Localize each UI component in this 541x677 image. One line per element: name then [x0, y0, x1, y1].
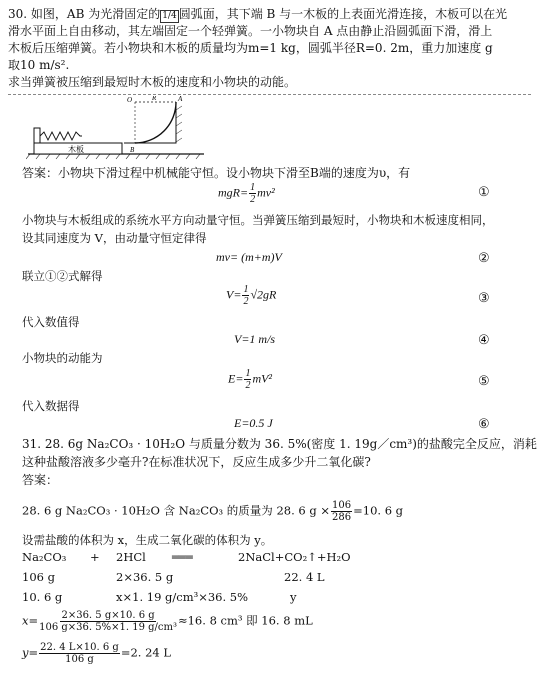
board-stop	[34, 128, 40, 143]
eq3-num: 1	[243, 284, 249, 295]
eq1-frac	[249, 182, 256, 205]
y-den: 106 g	[65, 654, 94, 665]
y-right: =2. 24 L	[120, 645, 172, 660]
row1-c: 22. 4 L	[284, 570, 325, 584]
y-num: 22. 4 L×10. 6 g	[40, 642, 119, 653]
eq5-number: ⑤	[478, 373, 490, 388]
eq1-right: mv²	[257, 185, 275, 200]
eq2-number: ②	[478, 250, 490, 265]
eq1-left: mgR=	[218, 185, 249, 200]
arc-hatch	[176, 106, 182, 142]
q30-line5: 求当弹簧被压缩到最短时木板的速度和小物块的动能。	[8, 75, 297, 89]
label-A: A	[178, 96, 183, 103]
reaction-reactant-a: Na₂CO₃	[22, 550, 67, 564]
row2-c: y	[290, 590, 297, 604]
reaction-reactant-b: 2HCl	[116, 550, 146, 564]
eq1-number: ①	[478, 184, 490, 199]
ans31-row2: 设需盐酸的体积为 x，生成二氧化碳的体积为 y。	[22, 533, 273, 547]
eq5-frac	[244, 368, 251, 391]
eq3-den: 2	[243, 296, 249, 307]
q31-line2: 这种盐酸溶液多少毫升?在标准状况下，反应生成多少升二氧化碳?	[22, 455, 371, 469]
row1-a: 106 g	[22, 570, 55, 584]
x-den: 106 g×36. 5%×1. 19 g/cm³	[39, 622, 177, 633]
y-frac	[39, 642, 120, 665]
eq3	[226, 284, 276, 307]
ans30-p6: 小物块的动能为	[22, 351, 103, 365]
q31-answer-label: 答案：	[22, 473, 59, 487]
q30-line2: 滑水平面上自由移动，其左端固定一个轻弹簧。一小物块自 A 点由静止沿圆弧面下滑，滑上	[8, 24, 493, 38]
x-frac	[39, 610, 177, 633]
eq1-num: 1	[250, 182, 256, 193]
label-board: 木板	[68, 145, 84, 154]
x-left: x=	[22, 613, 39, 628]
q30-line4: 取10 m/s².	[8, 58, 70, 72]
eq3-number: ③	[478, 290, 490, 305]
y-solution	[22, 642, 171, 665]
arc-block-frame	[124, 102, 176, 143]
arc-surface	[135, 102, 176, 143]
eq2: mv= (m+m)V	[216, 250, 282, 264]
ans31-r1-den: 286	[332, 512, 352, 523]
eq4-number: ④	[478, 332, 490, 347]
label-B: B	[130, 146, 135, 154]
ans31-r1-left: 28. 6 g Na₂CO₃ · 10H₂O 含 Na₂CO₃ 的质量为 28. 6 g ×	[22, 503, 331, 518]
spring	[40, 132, 82, 140]
q31-line1: 31. 28. 6g Na₂CO₃ · 10H₂O 与质量分数为 36. 5%(密度 1. 19g／cm³)的盐酸完全反应，消耗	[22, 437, 537, 451]
eq5	[228, 368, 272, 391]
eq3-right: √2gR	[250, 287, 277, 302]
ans30-p2: 小物块与木板组成的系统水平方向动量守恒。当弹簧压缩到最短时，小物块和木板速度相同，	[22, 213, 494, 227]
divider	[8, 94, 531, 95]
q30-line3: 木板后压缩弹簧。若小物块和木板的质量均为m=1 kg，圆弧半径R=0. 2m，重力加速度 g	[8, 41, 493, 55]
eq6: E=0.5 J	[234, 416, 273, 430]
figure-diagram	[26, 96, 206, 162]
eq5-left: E=	[228, 371, 244, 386]
row2-b: x×1. 19 g/cm³×36. 5%	[116, 590, 249, 604]
eq1	[218, 182, 275, 205]
reaction-products: 2NaCl+CO₂↑+H₂O	[238, 550, 351, 564]
ans31-r1-frac	[331, 500, 352, 523]
q30-text-a: 30. 如图，AB 为光滑固定的	[8, 7, 161, 21]
eq5-den: 2	[245, 380, 251, 391]
x-num: 2×36. 5 g×10. 6 g	[61, 610, 155, 621]
eq3-frac	[242, 284, 249, 307]
eq4: V=1 m/s	[234, 332, 276, 346]
row1-b: 2×36. 5 g	[116, 570, 174, 584]
quarter-symbol: 1/4	[162, 11, 177, 21]
ans30-intro: 答案：小物块下滑过程中机械能守恒。设小物块下滑至B端的速度为υ，有	[22, 166, 411, 180]
reaction-equals: ═══	[172, 550, 193, 564]
x-solution	[22, 610, 313, 633]
eq5-right: mV²	[252, 371, 273, 386]
ans31-r1-num: 106	[332, 500, 352, 511]
x-right: ≈16. 8 cm³ 即 16. 8 mL	[177, 613, 313, 628]
eq5-num: 1	[245, 368, 251, 379]
ground-hatch	[26, 154, 200, 159]
label-R: R	[152, 96, 157, 102]
ans30-p4: 联立①②式解得	[22, 269, 103, 283]
y-left: y=	[22, 645, 39, 660]
eq6-number: ⑥	[478, 416, 490, 431]
label-O: O	[127, 96, 133, 104]
q30-text-b: 圆弧面，其下端 B 与一木板的上表面光滑连接，木板可以在光	[178, 7, 508, 21]
reaction-plus: +	[90, 550, 100, 564]
ans31-r1-right: =10. 6 g	[353, 503, 404, 518]
row2-a: 10. 6 g	[22, 590, 63, 604]
eq1-den: 2	[250, 194, 256, 205]
eq3-left: V=	[226, 287, 242, 302]
ans30-p3: 设其同速度为 V，由动量守恒定律得	[22, 231, 207, 245]
ans30-p7: 代入数据得	[22, 399, 80, 413]
ans30-p5: 代入数值得	[22, 315, 80, 329]
q30-line1	[8, 6, 507, 23]
ans31-row1	[22, 500, 403, 523]
